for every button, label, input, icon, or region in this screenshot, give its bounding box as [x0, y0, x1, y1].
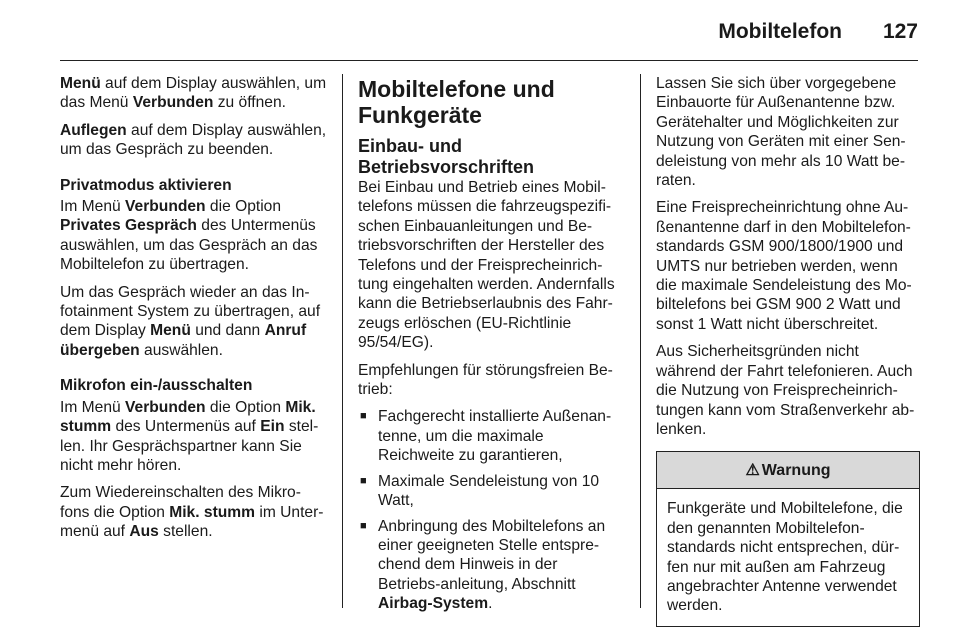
text: Anbringung des Mobiltelefons an einer geeigneten Stelle entspre-chend dem Hinweis in der Betriebs-anleitung, Abschnitt: [378, 517, 606, 593]
column-divider: [342, 74, 343, 608]
paragraph: [60, 197, 328, 275]
paragraph: Lassen Sie sich über vorgegebene Einbauorte für Außenantenne bzw. Gerätehalter und Möglichkeiten zur Nutzung von Geräten mit einer Sen-deleistung von mehr als 10 Watt be-raten.: [656, 75, 906, 190]
text: .: [488, 595, 493, 613]
text: auswählen.: [139, 341, 223, 359]
reference-term: Airbag-System: [378, 595, 489, 613]
menu-term: Privates Gespräch: [60, 217, 197, 235]
menu-term: Menü: [150, 322, 191, 340]
menu-term: Mik. stumm: [60, 398, 316, 436]
section-heading: Mobiltelefone und Funkgeräte: [358, 76, 555, 128]
column-divider: [640, 74, 641, 608]
text: auf dem Display auswählen, um das Gespräch zu beenden.: [60, 121, 327, 159]
list-item: ■ Maximale Sendeleistung von 10 Watt,: [358, 472, 624, 511]
text: im Unter-menü auf: [60, 503, 324, 541]
menu-term: Ein: [260, 418, 285, 436]
text: auf dem Display auswählen, um das Menü: [60, 75, 327, 112]
paragraph: Bei Einbau und Betrieb eines Mobil-telefons müssen die fahrzeugspezifi-schen Einbauanleitungen und Be-triebsvorschriften der Hersteller des Telefons und der Freisprecheinrich-tung eingehalten werden. Andernfalls kann die Betriebserlaubnis des Fahr-zeugs erlöschen (EU-Richtlinie 95/54/EG).: [358, 179, 615, 352]
column-1: [60, 74, 328, 550]
menu-term: Anruf übergeben: [60, 322, 307, 359]
text: stel-len. Ihr Gesprächspartner kann Sie nicht mehr hören.: [60, 418, 319, 474]
text: die Option: [205, 198, 282, 216]
warning-title: Warnung: [761, 461, 831, 479]
menu-term: Menü: [60, 75, 101, 92]
text: stellen.: [158, 523, 213, 541]
text: Im Menü: [60, 398, 125, 416]
warning-icon: ⚠: [745, 461, 760, 479]
warning-box: [656, 451, 920, 626]
page-number: 127: [882, 20, 918, 43]
warning-text: Funkgeräte und Mobiltelefone, die den genannten Mobiltelefon-standards nicht entsprechen, dür-fen nur mit außen am Fahrzeug angebrachter Antenne verwendet werden.: [667, 500, 903, 615]
paragraph: Empfehlungen für störungsfreien Be-trieb:: [358, 361, 613, 399]
menu-term: Auflegen: [60, 121, 127, 139]
text: die Option: [205, 398, 286, 416]
page-header: [0, 0, 960, 60]
header-divider: [60, 60, 918, 61]
text: Um das Gespräch wieder an das In-fotainment System zu übertragen, auf dem Display: [60, 283, 321, 340]
text: zu öffnen.: [213, 94, 286, 112]
list-item: [358, 517, 624, 614]
bullet-list: [358, 407, 624, 613]
paragraph: Eine Freisprecheinrichtung ohne Au-ßenantenne darf in den Mobiltelefon-standards GSM 900/1800/1900 und UMTS nur betrieben werden, wenn die maximale Sendeleistung des Mo-biltelefons bei GSM 900 2 Watt und sonst 1 Watt nicht überschreitet.: [656, 199, 912, 333]
page-title: Mobiltelefon: [718, 20, 842, 43]
paragraph: [60, 121, 328, 160]
column-2: [358, 74, 624, 620]
paragraph: Aus Sicherheitsgründen nicht während der Fahrt telefonieren. Auch die Nutzung von Freisprecheinrich-tungen kann vom Straßenverkehr ab-lenken.: [656, 343, 915, 438]
text: und dann: [190, 322, 265, 340]
column-3: [656, 74, 920, 627]
text: des Untermenüs auswählen, um das Gespräch an das Mobiltelefon zu übertragen.: [60, 217, 318, 274]
menu-term: Aus: [129, 523, 159, 541]
subheading: Privatmodus aktivieren: [60, 176, 232, 194]
menu-term: Verbunden: [125, 198, 206, 216]
text: des Untermenüs auf: [111, 418, 261, 436]
text: Im Menü: [60, 198, 125, 216]
menu-term: Verbunden: [132, 94, 214, 112]
paragraph: [60, 283, 328, 361]
paragraph: [60, 74, 328, 113]
menu-term: Mik. stumm: [169, 503, 256, 521]
list-item: ■ Fachgerecht installierte Außenan-tenne, um die maximale Reichweite zu garantieren,: [358, 407, 624, 465]
warning-header: [657, 452, 919, 489]
menu-term: Verbunden: [125, 398, 206, 416]
section-subheading: Einbau- und Betriebsvorschriften: [358, 136, 535, 177]
text: Zum Wiedereinschalten des Mikro-fons die Option: [60, 484, 301, 521]
paragraph: [60, 483, 328, 541]
paragraph: [60, 398, 328, 476]
subheading: Mikrofon ein-/ausschalten: [60, 377, 253, 395]
